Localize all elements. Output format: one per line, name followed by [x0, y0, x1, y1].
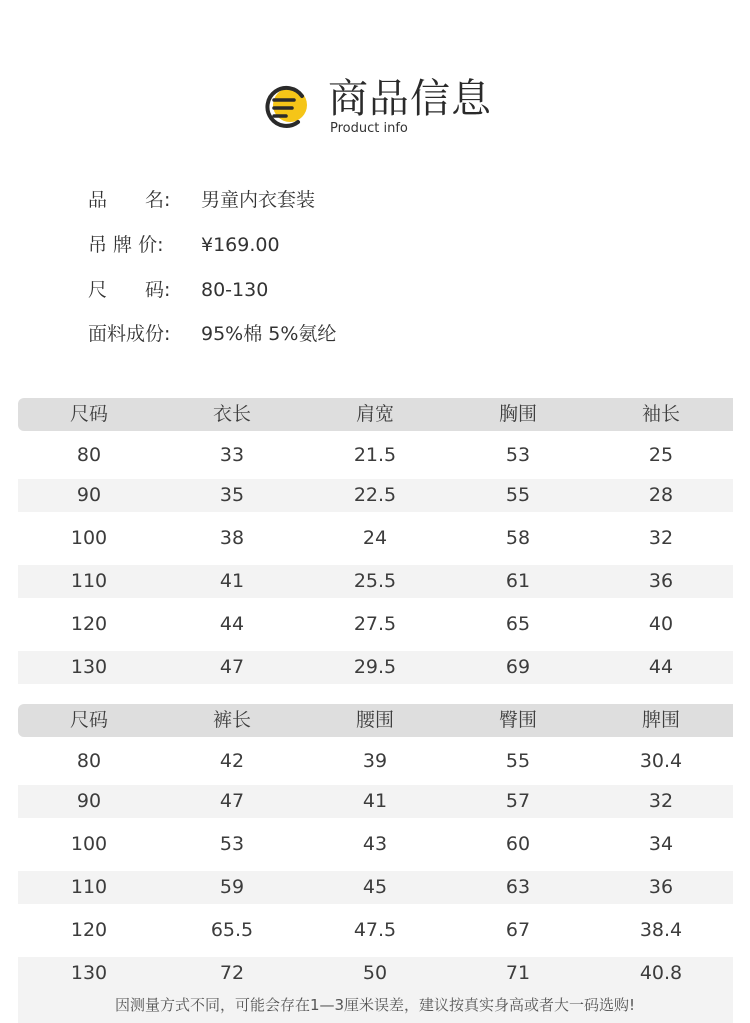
- table-cell: 57: [505, 790, 531, 812]
- info-value: 80-130: [201, 279, 269, 301]
- table-cell: 41: [219, 570, 245, 592]
- table-row: [18, 914, 733, 947]
- table-cell: 67: [505, 919, 531, 941]
- info-value: ¥169.00: [201, 234, 280, 256]
- measurement-note: 因测量方式不同，可能会存在1—3厘米误差，建议按真实身高或者大一码选购!: [114, 996, 636, 1014]
- table-cell: 58: [505, 527, 531, 549]
- table-cell: 32: [648, 790, 674, 812]
- table-row: [18, 522, 733, 555]
- table-cell: 61: [505, 570, 531, 592]
- table-cell: 43: [362, 833, 388, 855]
- table-cell: 55: [505, 484, 531, 506]
- table-cell: 72: [219, 962, 245, 984]
- table-cell: 29.5: [353, 656, 397, 678]
- table-cell: 110: [70, 876, 108, 898]
- table-cell: 55: [505, 750, 531, 772]
- table-row: [18, 828, 733, 861]
- table-header-cell: 腰围: [355, 709, 394, 731]
- table-cell: 100: [70, 833, 108, 855]
- table-header-cell: 尺码: [69, 403, 108, 425]
- table-cell: 44: [219, 613, 245, 635]
- table-cell: 80: [76, 750, 102, 772]
- table-cell: 130: [70, 962, 108, 984]
- table-cell: 65.5: [210, 919, 254, 941]
- table-cell: 47: [219, 656, 245, 678]
- table-cell: 36: [648, 876, 674, 898]
- table-row: [18, 785, 733, 818]
- table-cell: 71: [505, 962, 531, 984]
- table-cell: 120: [70, 919, 108, 941]
- table-cell: 38.4: [639, 919, 683, 941]
- page-subtitle: Product info: [330, 121, 408, 136]
- info-value: 95%棉 5%氨纶: [201, 323, 337, 345]
- table-cell: 63: [505, 876, 531, 898]
- table-cell: 90: [76, 790, 102, 812]
- info-label: 面料成份:: [88, 323, 171, 345]
- table-cell: 53: [219, 833, 245, 855]
- table-row: [18, 745, 733, 778]
- table-header-cell: 臀围: [498, 709, 537, 731]
- table-cell: 36: [648, 570, 674, 592]
- table-row: [18, 479, 733, 512]
- table-header-row: [18, 398, 733, 431]
- table-header-row: [18, 704, 733, 737]
- info-label: 尺 码:: [88, 279, 171, 301]
- table-cell: 50: [362, 962, 388, 984]
- info-label: 品 名:: [88, 189, 171, 211]
- table-cell: 24: [362, 527, 388, 549]
- table-cell: 25.5: [353, 570, 397, 592]
- table-cell: 32: [648, 527, 674, 549]
- table-row: [18, 608, 733, 641]
- table-header-cell: 裤长: [212, 709, 251, 731]
- table-cell: 60: [505, 833, 531, 855]
- info-label: 吊 牌 价:: [88, 234, 164, 256]
- table-cell: 40.8: [639, 962, 683, 984]
- table-row: [18, 439, 733, 472]
- table-header-cell: 肩宽: [355, 403, 394, 425]
- table-row: [18, 565, 733, 598]
- table-cell: 41: [362, 790, 388, 812]
- table-cell: 38: [219, 527, 245, 549]
- table-header-cell: 脾围: [641, 709, 680, 731]
- table-cell: 47.5: [353, 919, 397, 941]
- table-cell: 44: [648, 656, 674, 678]
- table-cell: 25: [648, 444, 674, 466]
- table-row: [18, 871, 733, 904]
- table-cell: 120: [70, 613, 108, 635]
- table-cell: 45: [362, 876, 388, 898]
- table-cell: 21.5: [353, 444, 397, 466]
- table-cell: 30.4: [639, 750, 683, 772]
- table-header-cell: 胸围: [498, 403, 537, 425]
- table-cell: 27.5: [353, 613, 397, 635]
- info-value: 男童内衣套装: [201, 189, 316, 211]
- table-cell: 100: [70, 527, 108, 549]
- table-header-cell: 袖长: [641, 403, 680, 425]
- table-cell: 80: [76, 444, 102, 466]
- table-cell: 22.5: [353, 484, 397, 506]
- table-cell: 39: [362, 750, 388, 772]
- table-cell: 69: [505, 656, 531, 678]
- table-cell: 40: [648, 613, 674, 635]
- table-cell: 90: [76, 484, 102, 506]
- table-cell: 35: [219, 484, 245, 506]
- table-cell: 28: [648, 484, 674, 506]
- table-cell: 59: [219, 876, 245, 898]
- table-cell: 65: [505, 613, 531, 635]
- table-cell: 110: [70, 570, 108, 592]
- table-cell: 42: [219, 750, 245, 772]
- table-cell: 53: [505, 444, 531, 466]
- document-lines-icon: [262, 82, 312, 132]
- table-cell: 47: [219, 790, 245, 812]
- table-row: [18, 651, 733, 684]
- table-cell: 130: [70, 656, 108, 678]
- table-header-cell: 衣长: [212, 403, 251, 425]
- table-header-cell: 尺码: [69, 709, 108, 731]
- table-cell: 33: [219, 444, 245, 466]
- page-title: 商品信息: [328, 76, 492, 122]
- table-cell: 34: [648, 833, 674, 855]
